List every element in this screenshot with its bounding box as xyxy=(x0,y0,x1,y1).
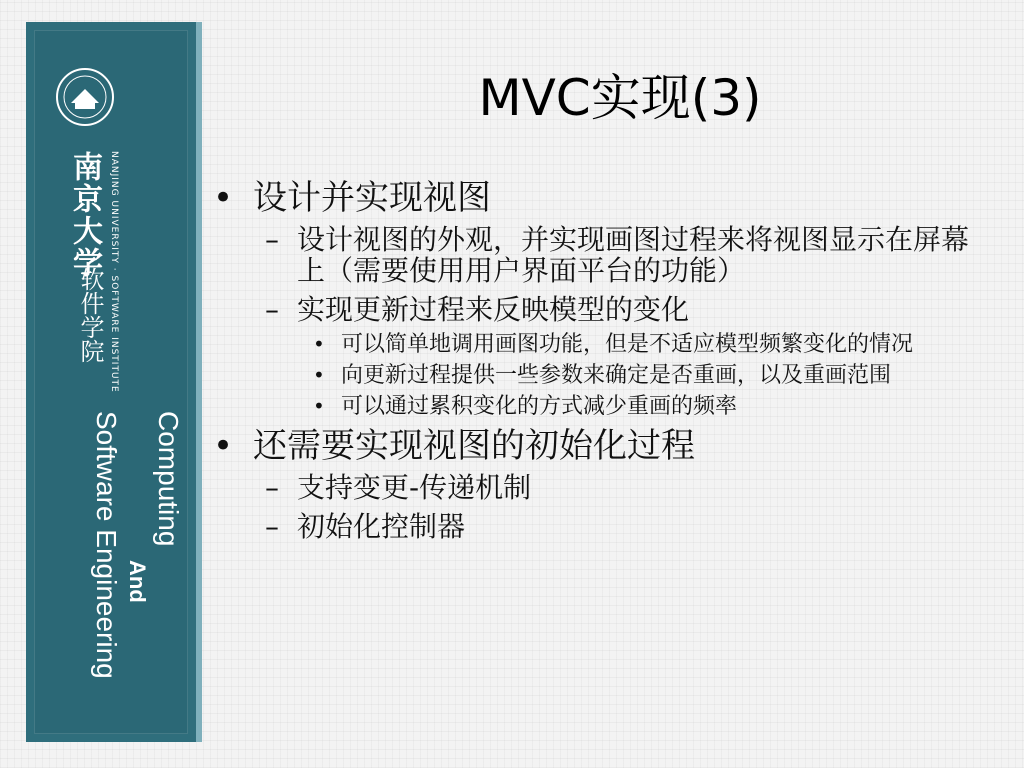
sidebar-banner xyxy=(26,22,202,742)
sub-bullet-update-process: – 实现更新过程来反映模型的变化 xyxy=(205,294,975,325)
sub-sub-bullet-accumulate-changes: • 可以通过累积变化的方式减少重画的频率 xyxy=(205,395,975,418)
computing-and-se-text xyxy=(89,411,185,751)
slide-title: MVC实现(3) xyxy=(478,69,762,127)
computing-word: Computing xyxy=(153,411,184,547)
university-name-en: NANJING UNIVERSITY · SOFTWARE INSTITUTE xyxy=(109,151,119,393)
sub-bullet-change-propagation: – 支持变更-传递机制 xyxy=(205,472,975,503)
university-logo-icon xyxy=(55,67,115,127)
school-name-cn: 软件学院 xyxy=(76,267,104,363)
university-name-cn: 南京大学 xyxy=(67,151,102,279)
sub-sub-bullet-call-draw: • 可以简单地调用画图功能，但是不适应模型频繁变化的情况 xyxy=(205,333,975,356)
sub-bullet-init-controller: – 初始化控制器 xyxy=(205,511,975,542)
sub-bullet-view-appearance: – 设计视图的外观，并实现画图过程来将视图显示在屏幕上（需要使用用户界面平台的功能） xyxy=(205,224,975,286)
sidebar-panel xyxy=(34,30,188,734)
software-engineering-word: Software Engineering xyxy=(91,411,122,679)
slide-content xyxy=(205,178,975,550)
bullet-init-view: • 还需要实现视图的初始化过程 xyxy=(205,426,975,466)
and-word: And xyxy=(125,559,150,603)
sub-sub-bullet-update-params: • 向更新过程提供一些参数来确定是否重画，以及重画范围 xyxy=(205,364,975,387)
bullet-design-view: • 设计并实现视图 xyxy=(205,178,975,218)
